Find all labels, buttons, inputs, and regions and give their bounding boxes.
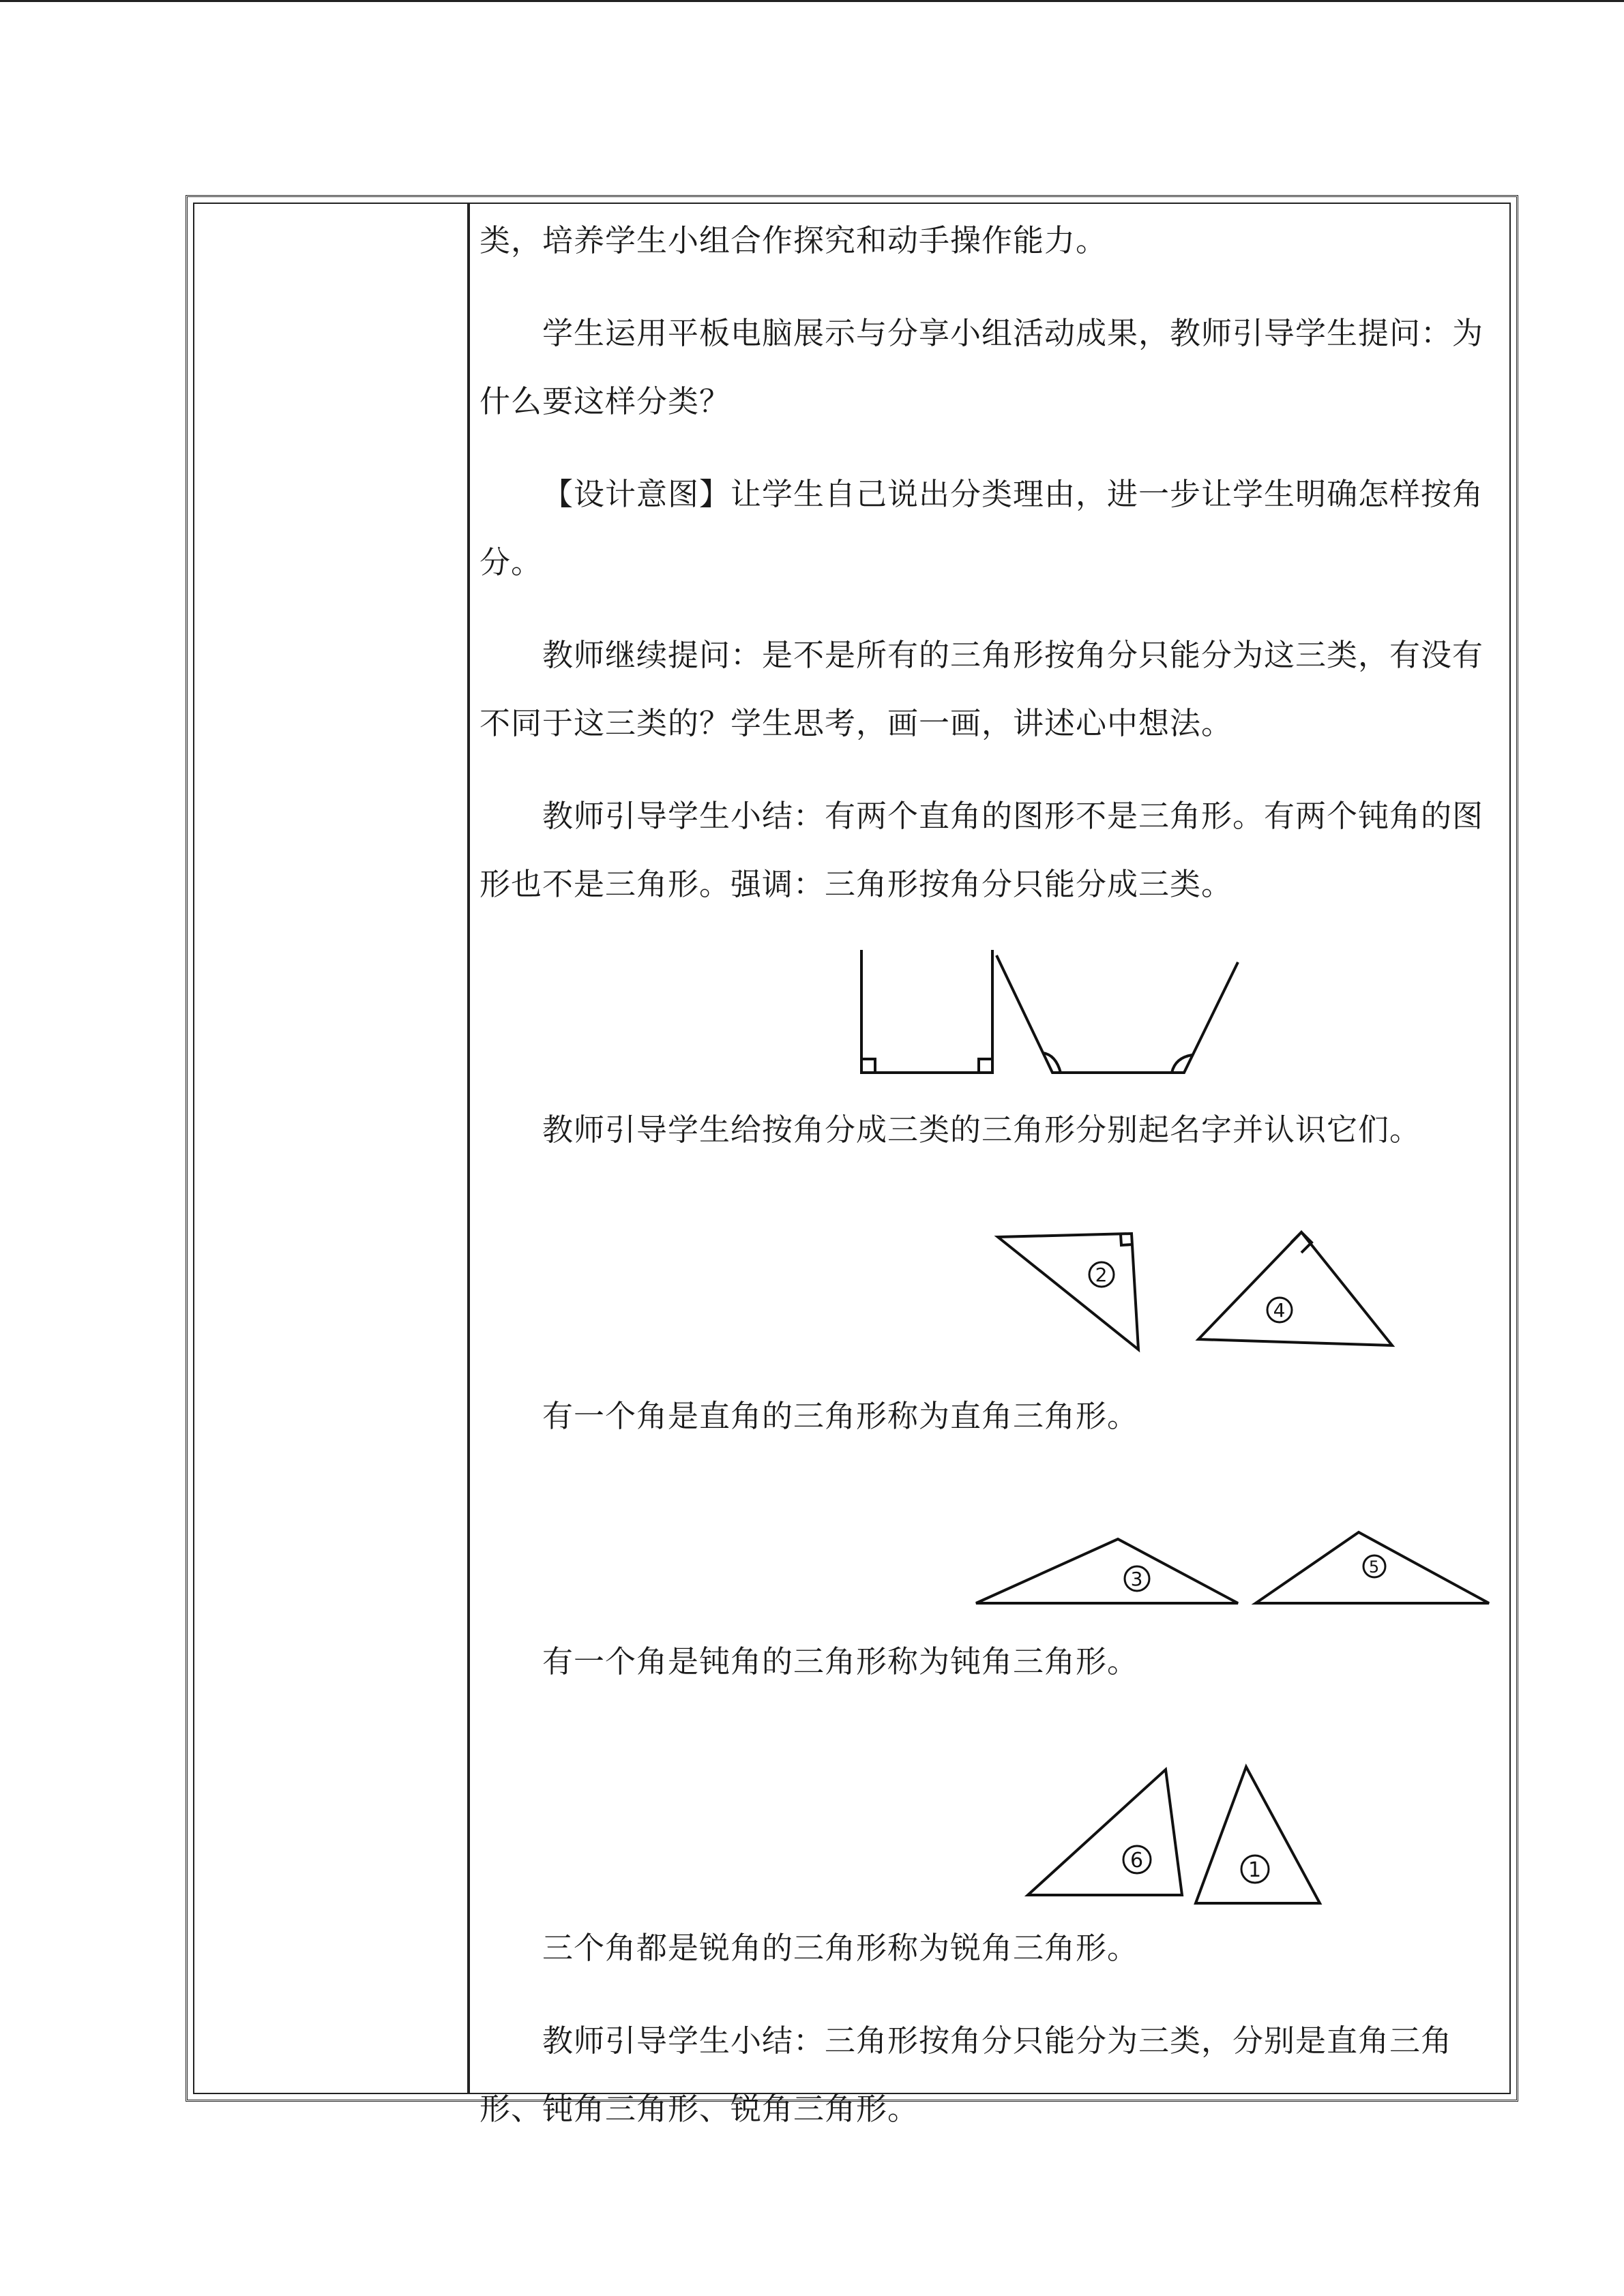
content-cell xyxy=(479,204,1485,2143)
figure-right-triangles xyxy=(479,1164,1485,1382)
paragraph-1: 类，培养学生小组合作探究和动手操作能力。 xyxy=(479,222,1108,258)
obtuse-triangles-drawing xyxy=(479,1450,1381,1628)
acute-triangles-drawing xyxy=(479,1696,1298,1914)
two-right-angles-shape xyxy=(861,950,992,1073)
paragraph-acute-triangle-definition: 三个角都是锐角的三角形称为锐角三角形。 xyxy=(542,1930,1139,1966)
svg-text:2: 2 xyxy=(1095,1264,1108,1286)
svg-text:5: 5 xyxy=(1368,1557,1381,1577)
svg-text:4: 4 xyxy=(1273,1299,1286,1322)
paragraph-summary: 教师引导学生小结：三角形按角分只能分为三类，分别是直角三角形、钝角三角形、锐角三角形。 xyxy=(479,2023,1453,2127)
label-3 xyxy=(1125,1566,1149,1591)
figure-not-triangles xyxy=(479,919,1485,1096)
label-4 xyxy=(1267,1298,1292,1322)
paragraph-obtuse-triangle-definition: 有一个角是钝角的三角形称为钝角三角形。 xyxy=(542,1643,1139,1680)
paragraph-right-triangle-definition: 有一个角是直角的三角形称为直角三角形。 xyxy=(542,1398,1139,1434)
triangle-6 xyxy=(1028,1770,1182,1895)
triangle-4 xyxy=(1198,1232,1392,1345)
label-5 xyxy=(1363,1555,1385,1577)
column-divider xyxy=(467,204,470,2093)
triangle-2 xyxy=(998,1234,1138,1350)
label-6 xyxy=(1123,1846,1151,1873)
top-rule xyxy=(0,0,1624,2)
two-obtuse-angles-shape xyxy=(996,955,1238,1073)
label-1 xyxy=(1241,1855,1269,1883)
svg-text:6: 6 xyxy=(1130,1849,1145,1873)
triangle-3 xyxy=(976,1539,1238,1603)
figure-obtuse-triangles xyxy=(479,1450,1485,1628)
svg-text:3: 3 xyxy=(1130,1568,1144,1590)
not-triangles-drawing xyxy=(479,919,1298,1096)
svg-text:1: 1 xyxy=(1247,1858,1263,1882)
right-triangles-drawing xyxy=(479,1164,1298,1382)
figure-acute-triangles xyxy=(479,1696,1485,1914)
table-inner-border xyxy=(193,203,1511,2127)
paragraph-5: 教师引导学生小结：有两个直角的图形不是三角形。有两个钝角的图形也不是三角形。强调：三角形按角分只能分成三类。 xyxy=(479,798,1484,902)
paragraph-4: 教师继续提问：是不是所有的三角形按角分只能分为这三类，有没有不同于这三类的？学生思考，画一画，讲述心中想法。 xyxy=(479,637,1484,741)
paragraph-design-intent: 【设计意图】让学生自己说出分类理由，进一步让学生明确怎样按角分。 xyxy=(479,476,1484,580)
lesson-table xyxy=(186,195,1518,2127)
label-2 xyxy=(1089,1262,1114,1287)
paragraph-6: 教师引导学生给按角分成三类的三角形分别起名字并认识它们。 xyxy=(542,1112,1421,1148)
paragraph-2: 学生运用平板电脑展示与分享小组活动成果，教师引导学生提问：为什么要这样分类？ xyxy=(479,315,1484,419)
